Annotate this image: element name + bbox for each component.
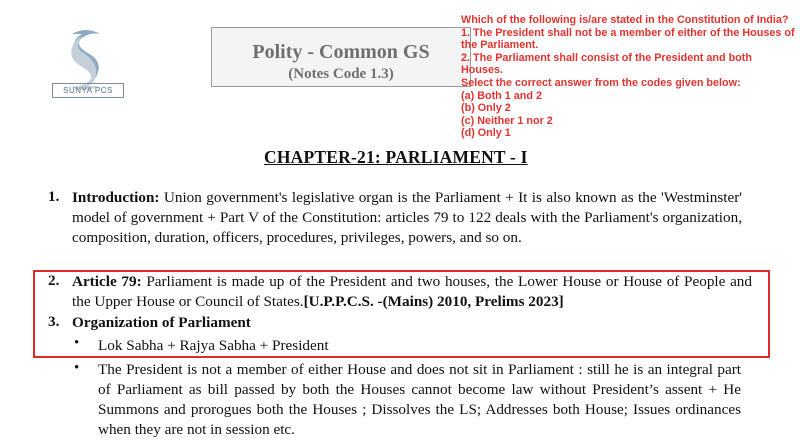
item-text: Union government's legislative organ is the Parliament + It is also known as the 'Westminster' model of government + Part V of the Constitution: articles 79 to 122 deals with the Parliament's organization, composition, duration, officers, procedures, privileges, powers, and so on. <box>72 189 742 246</box>
question-line: Select the correct answer from the codes given below: <box>461 76 741 89</box>
item-number: 3. <box>48 313 60 330</box>
bullet-item: Lok Sabha + Rajya Sabha + President <box>98 337 329 354</box>
exam-reference: [U.P.P.C.S. -(Mains) 2010, Prelims 2023] <box>303 293 564 310</box>
question-line: 1. The President shall not be a member of either of the Houses of the Parliament. <box>461 26 795 52</box>
item-heading: Article 79: <box>72 273 142 290</box>
item-text: Parliament is made up of the President and two houses, the Lower House or House of People and the Upper House or Council of States. <box>72 273 752 310</box>
question-option: (c) Neither 1 nor 2 <box>461 114 553 127</box>
bullet-dot: • <box>74 335 80 351</box>
header-title-box <box>211 27 471 87</box>
item-introduction <box>72 188 742 248</box>
item-organization <box>72 313 672 333</box>
question-option: (d) Only 1 <box>461 127 511 140</box>
bullet-dot: • <box>74 360 80 376</box>
question-overlay <box>461 14 796 140</box>
question-option: (a) Both 1 and 2 <box>461 89 542 102</box>
item-number: 2. <box>48 272 60 289</box>
question-option: (b) Only 2 <box>461 102 511 115</box>
chapter-heading: CHAPTER-21: PARLIAMENT - I <box>264 147 528 167</box>
item-heading: Organization of Parliament <box>72 314 251 331</box>
item-heading: Introduction: <box>72 189 160 206</box>
bullet-item: The President is not a member of either House and does not sit in Parliament : still he is an integral part of Parliament as bill passed by both the Houses cannot become law without President’s assent + He Summons and prorogues both the Houses ; Dissolves the LS; Addresses both House; Issues ordinances when they are not in session etc. <box>98 361 741 438</box>
question-line: Which of the following is/are stated in the Constitution of India? <box>461 14 789 26</box>
logo-caption: SUNYA PCS <box>52 83 124 98</box>
page-title: Polity - Common GS <box>252 41 430 63</box>
page-subtitle: (Notes Code 1.3) <box>288 66 394 82</box>
item-number: 1. <box>48 188 60 205</box>
item-article-79 <box>72 272 752 312</box>
question-line: 2. The Parliament shall consist of the President and both Houses. <box>461 51 752 77</box>
